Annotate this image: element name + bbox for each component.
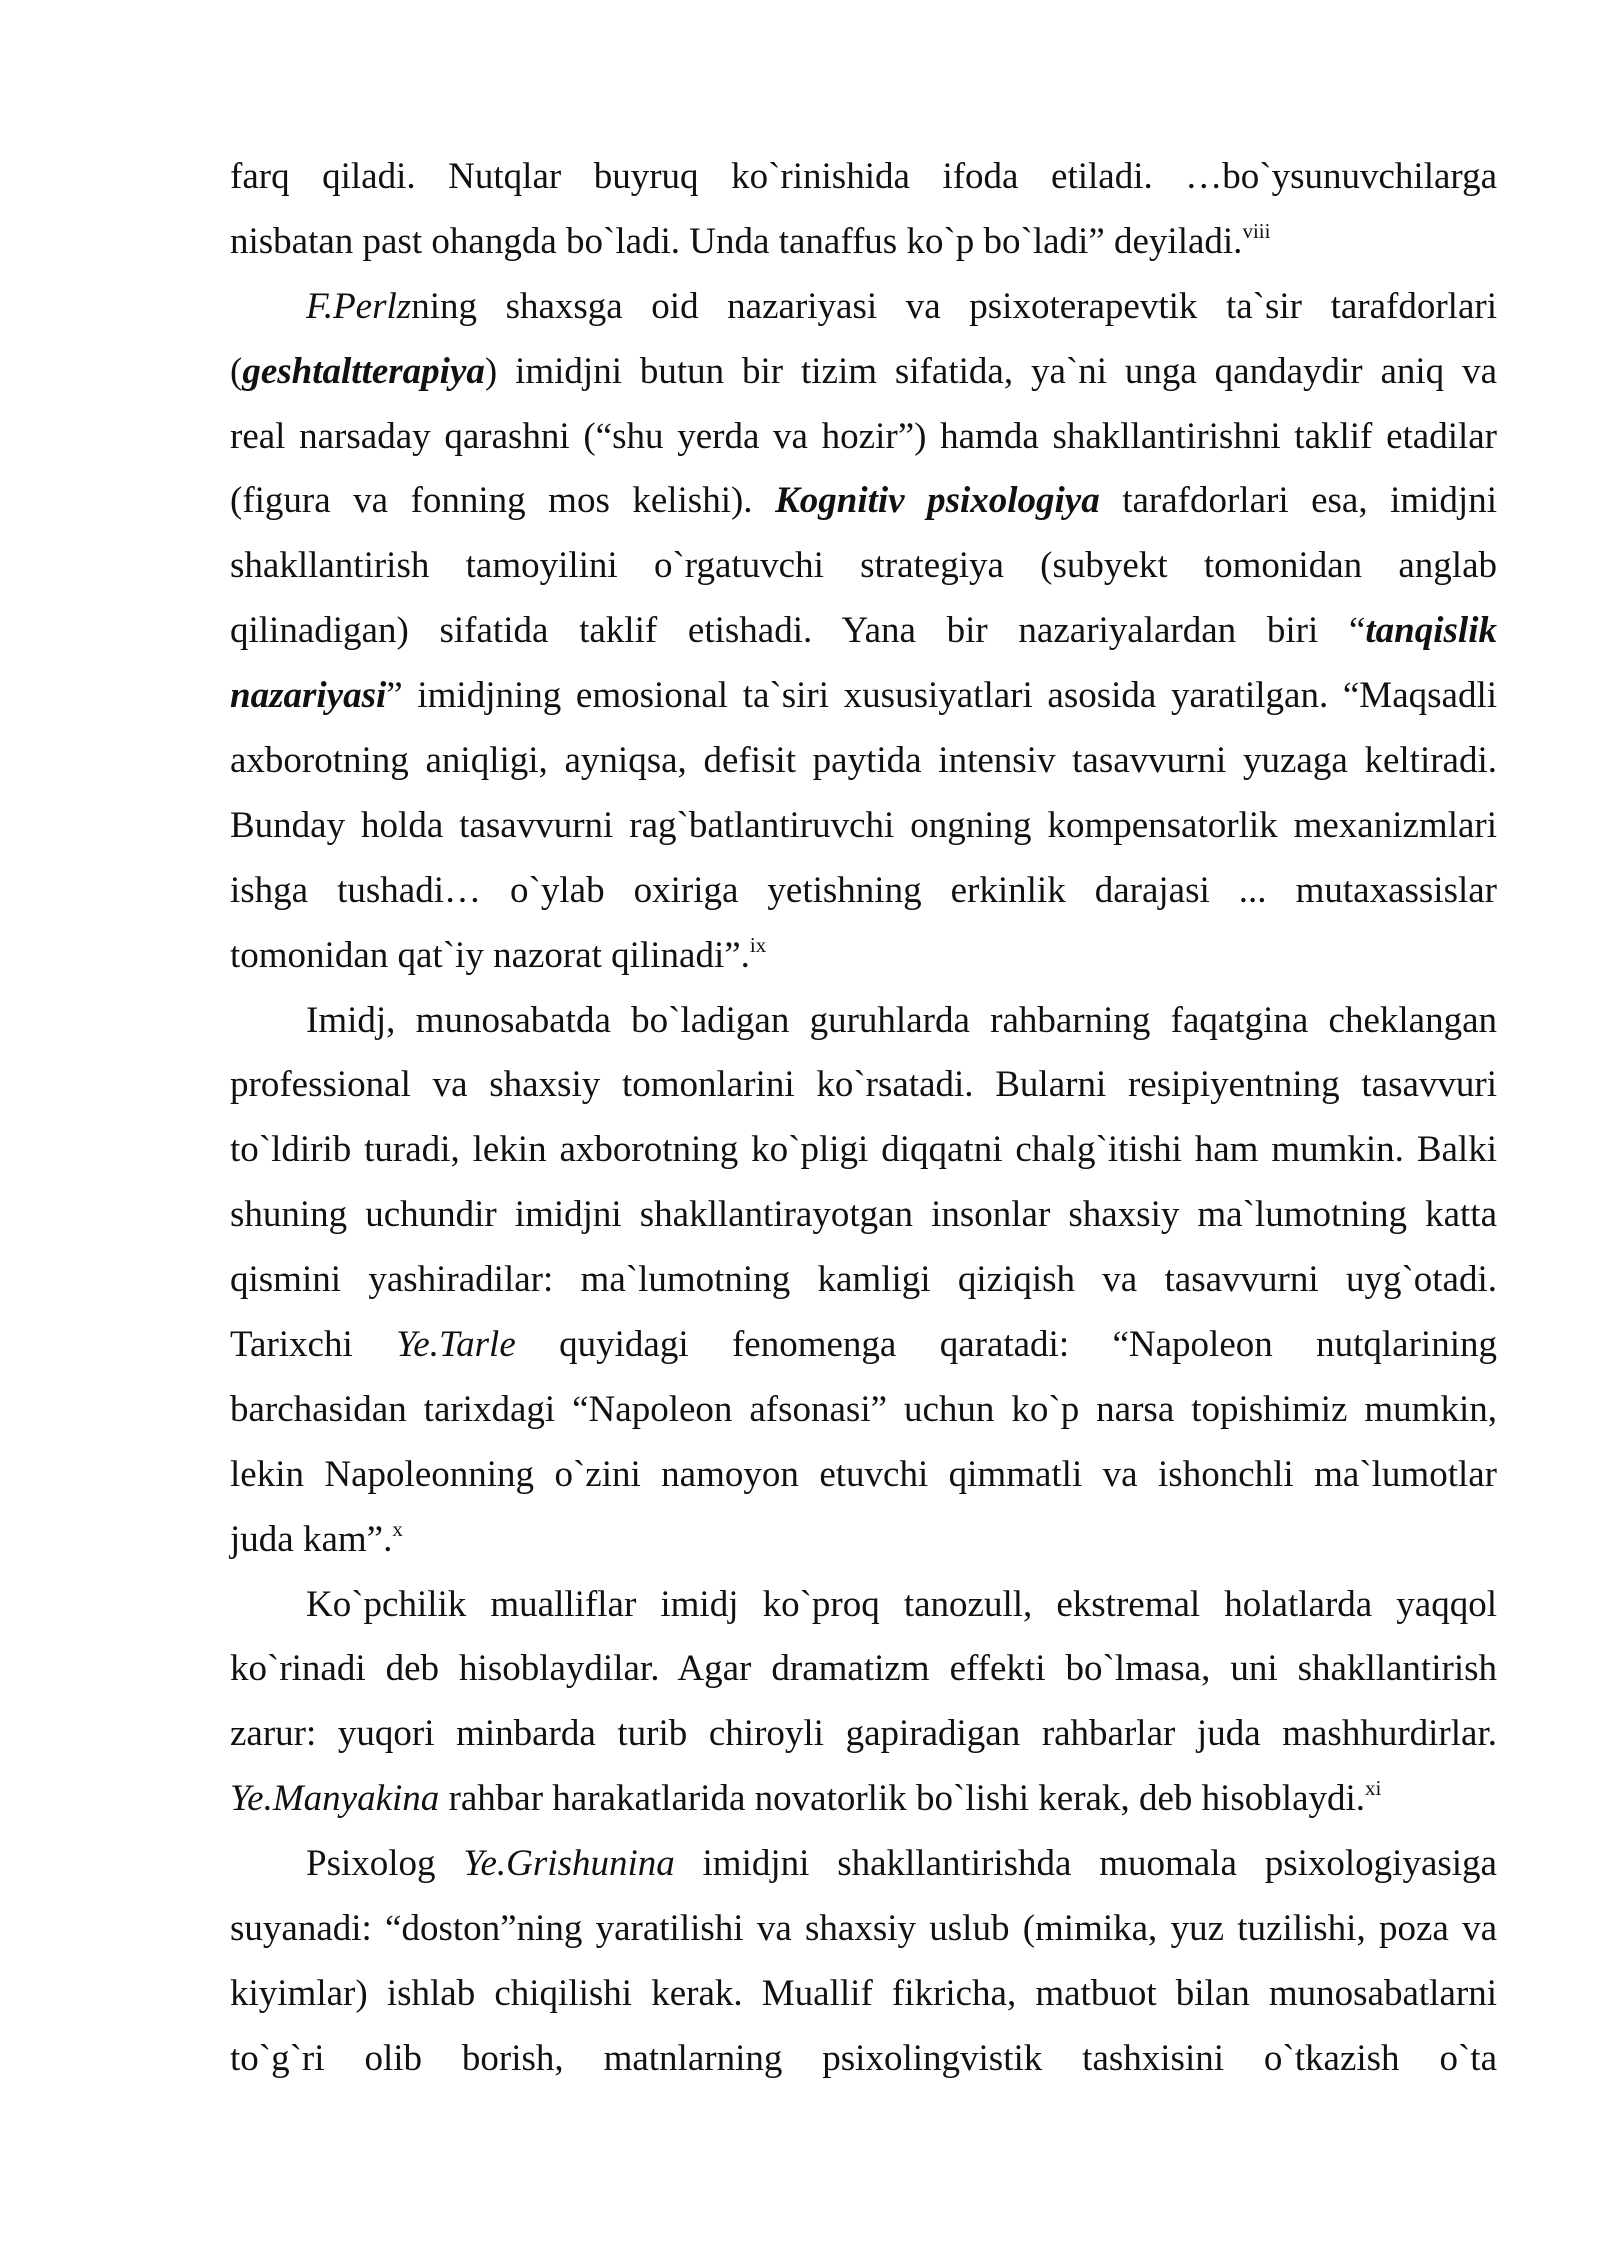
text-segment: Tarixchi [230, 1324, 397, 1366]
text-segment: imidjni shakllantirishda muomala psixologiyasiga [674, 1843, 1497, 1885]
text-line [230, 1637, 1497, 1702]
text-segment: rahbar harakatlarida novatorlik bo`lishi kerak, deb hisoblaydi. [439, 1778, 1366, 1820]
text-line [230, 599, 1497, 664]
footnote-ref[interactable]: viii [1242, 218, 1271, 243]
text-segment: farq qiladi. Nutqlar buyruq ko`rinishida ifoda etiladi. …bo`ysunuvchilarga [230, 156, 1497, 197]
key-term: Kognitiv psixologiya [775, 480, 1100, 522]
text-segment: qilinadigan) sifatida taklif etishadi. Yana bir nazariyalardan biri “ [230, 610, 1366, 652]
key-term: geshtaltterapiya [242, 350, 485, 392]
key-term: nazariyasi [230, 675, 387, 717]
text-line [230, 1313, 1497, 1378]
text-segment: ” imidjning emosional ta`siri xususiyatlari asosida yaratilgan. “Maqsadli [386, 675, 1497, 717]
text-line [230, 1248, 1497, 1313]
text-segment: tomonidan qat`iy nazorat qilinadi”. [230, 934, 750, 976]
text-line [230, 924, 1497, 989]
text-segment: suyanadi: “doston”ning yaratilishi va shaxsiy uslub (mimika, yuz tuzilishi, poza va [230, 1908, 1497, 1950]
text-line [230, 664, 1497, 729]
text-segment: (figura va fonning mos kelishi). [230, 480, 776, 522]
text-line [230, 210, 1497, 275]
text-segment: lekin Napoleonning o`zini namoyon etuvchi qimmatli va ishonchli ma`lumotlar [230, 1453, 1497, 1495]
text-segment: ) imidjni butun bir tizim sifatida, ya`ni unga qandaydir aniq va [484, 350, 1497, 392]
author-name: Ye.Tarle [396, 1324, 516, 1366]
text-line [230, 1832, 1497, 1897]
text-segment: axborotning aniqligi, ayniqsa, defisit paytida intensiv tasavvurni yuzaga keltiradi. [230, 740, 1497, 782]
text-segment: nisbatan past ohangda bo`ladi. Unda tanaffus ko`p bo`ladi” deyiladi. [230, 220, 1243, 262]
key-term: tanqislik [1365, 610, 1497, 652]
text-segment: to`ldirib turadi, lekin axborotning ko`pligi diqqatni chalg`itishi ham mumkin. Balki [230, 1129, 1497, 1171]
text-line [230, 1053, 1497, 1118]
footnote-ref[interactable]: ix [749, 932, 767, 957]
text-line [230, 2027, 1497, 2092]
text-line [230, 1573, 1497, 1638]
author-name: Ye.Grishunina [463, 1843, 675, 1885]
footnote-ref[interactable]: xi [1365, 1776, 1382, 1801]
text-line [230, 1962, 1497, 2027]
text-segment: Imidj, munosabatda bo`ladigan guruhlarda rahbarning faqatgina cheklangan [306, 999, 1497, 1041]
text-segment: shuning uchundir imidjni shakllantirayotgan insonlar shaxsiy ma`lumotning katta [230, 1194, 1497, 1236]
text-line [230, 1767, 1497, 1832]
text-line [230, 1702, 1497, 1767]
text-segment: ( [230, 350, 243, 392]
text-segment: to`g`ri olib borish, matnlarning psixolingvistik tashxisini o`tkazish o`ta [230, 2037, 1497, 2079]
text-segment: barchasidan tarixdagi “Napoleon afsonasi” uchun ko`p narsa topishimiz mumkin, [230, 1388, 1497, 1430]
text-segment: shakllantirish tamoyilini o`rgatuvchi strategiya (subyekt tomonidan anglab [230, 545, 1497, 587]
text-line [230, 1508, 1497, 1573]
text-line [230, 1378, 1497, 1443]
text-segment: professional va shaxsiy tomonlarini ko`rsatadi. Bularni resipiyentning tasavvuri [230, 1064, 1497, 1106]
text-segment: tarafdorlari esa, imidjni [1099, 480, 1497, 522]
footnote-ref[interactable]: x [392, 1516, 403, 1541]
text-line [230, 534, 1497, 599]
text-segment: ishga tushadi… o`ylab oxiriga yetishning erkinlik darajasi ... mutaxassislar [230, 869, 1497, 911]
body-text [230, 145, 1497, 2092]
text-line [230, 145, 1497, 210]
text-segment: qismini yashiradilar: ma`lumotning kamligi qiziqish va tasavvurni uyg`otadi. [230, 1259, 1497, 1301]
text-segment: quyidagi fenomenga qaratadi: “Napoleon nutqlarining [515, 1324, 1497, 1366]
text-line [230, 794, 1497, 859]
text-line [230, 1118, 1497, 1183]
text-line [230, 1443, 1497, 1508]
text-line [230, 1183, 1497, 1248]
text-line [230, 859, 1497, 924]
text-segment: ko`rinadi deb hisoblaydilar. Agar dramatizm effekti bo`lmasa, uni shakllantirish [230, 1648, 1497, 1690]
text-line [230, 340, 1497, 405]
text-segment: Ko`pchilik mualliflar imidj ko`proq tanozull, ekstremal holatlarda yaqqol [306, 1583, 1497, 1625]
author-name: F.Perlz [306, 285, 412, 327]
text-line [230, 405, 1497, 470]
text-segment: Psixolog [306, 1843, 464, 1885]
text-line [230, 275, 1497, 340]
text-line [230, 1897, 1497, 1962]
text-line [230, 729, 1497, 794]
text-segment: zarur: yuqori minbarda turib chiroyli gapiradigan rahbarlar juda mashhurdirlar. [230, 1713, 1497, 1755]
text-segment: Bunday holda tasavvurni rag`batlantiruvchi ongning kompensatorlik mexanizmlari [230, 804, 1497, 846]
author-name: Ye.Manyakina [230, 1778, 440, 1820]
text-line [230, 989, 1497, 1054]
text-segment: real narsaday qarashni (“shu yerda va hozir”) hamda shakllantirishni taklif etadilar [230, 415, 1497, 457]
text-line [230, 469, 1497, 534]
text-segment: juda kam”. [230, 1518, 393, 1560]
text-segment: ning shaxsga oid nazariyasi va psixoterapevtik ta`sir tarafdorlari [411, 285, 1497, 327]
text-segment: kiyimlar) ishlab chiqilishi kerak. Muallif fikricha, matbuot bilan munosabatlarni [230, 1972, 1497, 2014]
